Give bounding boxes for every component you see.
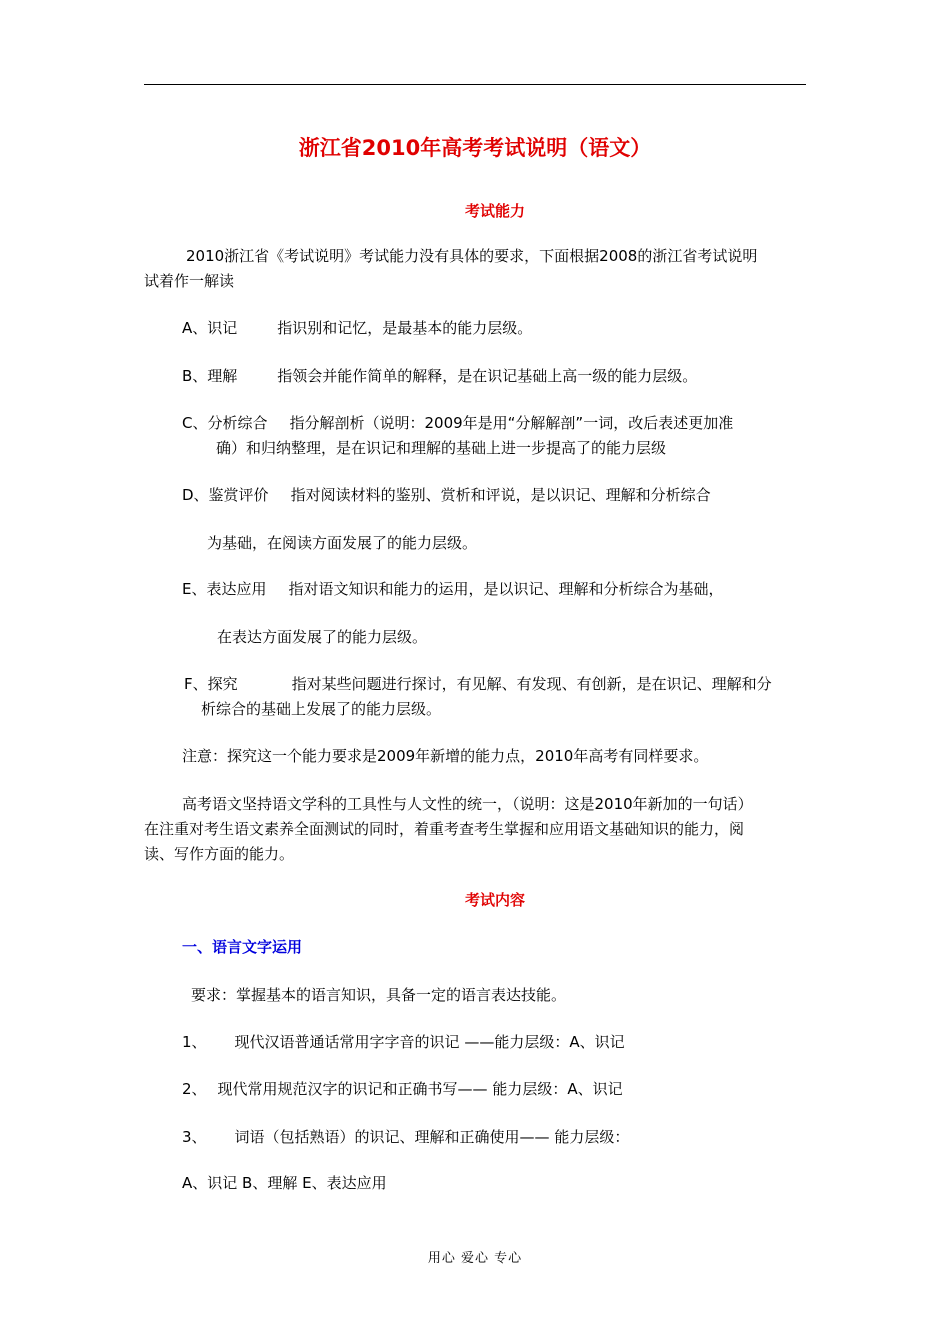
page-title: 浙江省2010年高考考试说明（语文） <box>298 136 652 160</box>
level-label: B、理解 <box>182 367 238 385</box>
level-desc: 指对阅读材料的鉴别、赏析和评说，是以识记、理解和分析综合 <box>290 486 711 504</box>
level-desc: 指对某些问题进行探讨，有见解、有发现、有创新，是在识记、理解和分 <box>291 675 772 693</box>
level-desc: 指分解剖析（说明：2009年是用“分解解剖”一词，改后表述更加准 <box>289 414 734 432</box>
item-number: 3、 <box>182 1128 207 1146</box>
item-number: 2、 <box>182 1080 207 1098</box>
header-rule <box>144 84 806 85</box>
section-heading-ability: 考试能力 <box>464 202 525 220</box>
list-item <box>182 1079 623 1099</box>
item3-levels: A、识记 B、理解 E、表达应用 <box>182 1174 387 1192</box>
level-a <box>182 318 532 338</box>
item-number: 1、 <box>182 1033 207 1051</box>
note: 注意：探究这一个能力要求是2009年新增的能力点，2010年高考有同样要求。 <box>182 747 709 765</box>
para-line-1: 高考语文坚持语文学科的工具性与人文性的统一，（说明：这是2010年新加的一句话） <box>182 795 753 813</box>
section-heading-content: 考试内容 <box>464 891 525 909</box>
list-item <box>182 1032 625 1052</box>
para-line-3: 读、写作方面的能力。 <box>144 845 295 863</box>
level-d <box>182 485 711 505</box>
intro-line-2: 试着作一解读 <box>144 272 235 290</box>
level-f <box>184 674 772 694</box>
level-f-continued: 析综合的基础上发展了的能力层级。 <box>201 700 442 718</box>
level-e-continued: 在表达方面发展了的能力层级。 <box>217 628 428 646</box>
level-label: A、识记 <box>182 319 238 337</box>
level-c <box>182 413 733 433</box>
level-desc: 指对语文知识和能力的运用，是以识记、理解和分析综合为基础， <box>288 580 724 598</box>
level-b <box>182 366 697 386</box>
item-text: 现代汉语普通话常用字字音的识记 ——能力层级：A、识记 <box>234 1033 625 1051</box>
level-desc: 指识别和记忆，是最基本的能力层级。 <box>277 319 533 337</box>
intro-line-1: 2010浙江省《考试说明》考试能力没有具体的要求，下面根据2008的浙江省考试说明 <box>186 247 758 265</box>
level-label: F、探究 <box>184 675 238 693</box>
level-label: E、表达应用 <box>182 580 267 598</box>
level-label: D、鉴赏评价 <box>182 486 269 504</box>
level-c-continued: 确）和归纳整理，是在识记和理解的基础上进一步提高了的能力层级 <box>216 439 667 457</box>
requirement: 要求：掌握基本的语言知识，具备一定的语言表达技能。 <box>191 986 567 1004</box>
para-line-2: 在注重对考生语文素养全面测试的同时，着重考查考生掌握和应用语文基础知识的能力，阅 <box>144 820 745 838</box>
level-label: C、分析综合 <box>182 414 268 432</box>
subsection-heading: 一、语言文字运用 <box>182 938 303 956</box>
level-d-continued: 为基础，在阅读方面发展了的能力层级。 <box>207 534 478 552</box>
list-item <box>182 1127 629 1147</box>
level-e <box>182 579 724 599</box>
level-desc: 指领会并能作简单的解释，是在识记基础上高一级的能力层级。 <box>277 367 698 385</box>
page-footer: 用心 爱心 专心 <box>427 1251 523 1266</box>
item-text: 现代常用规范汉字的识记和正确书写—— 能力层级：A、识记 <box>217 1080 623 1098</box>
item-text: 词语（包括熟语）的识记、理解和正确使用—— 能力层级： <box>234 1128 630 1146</box>
